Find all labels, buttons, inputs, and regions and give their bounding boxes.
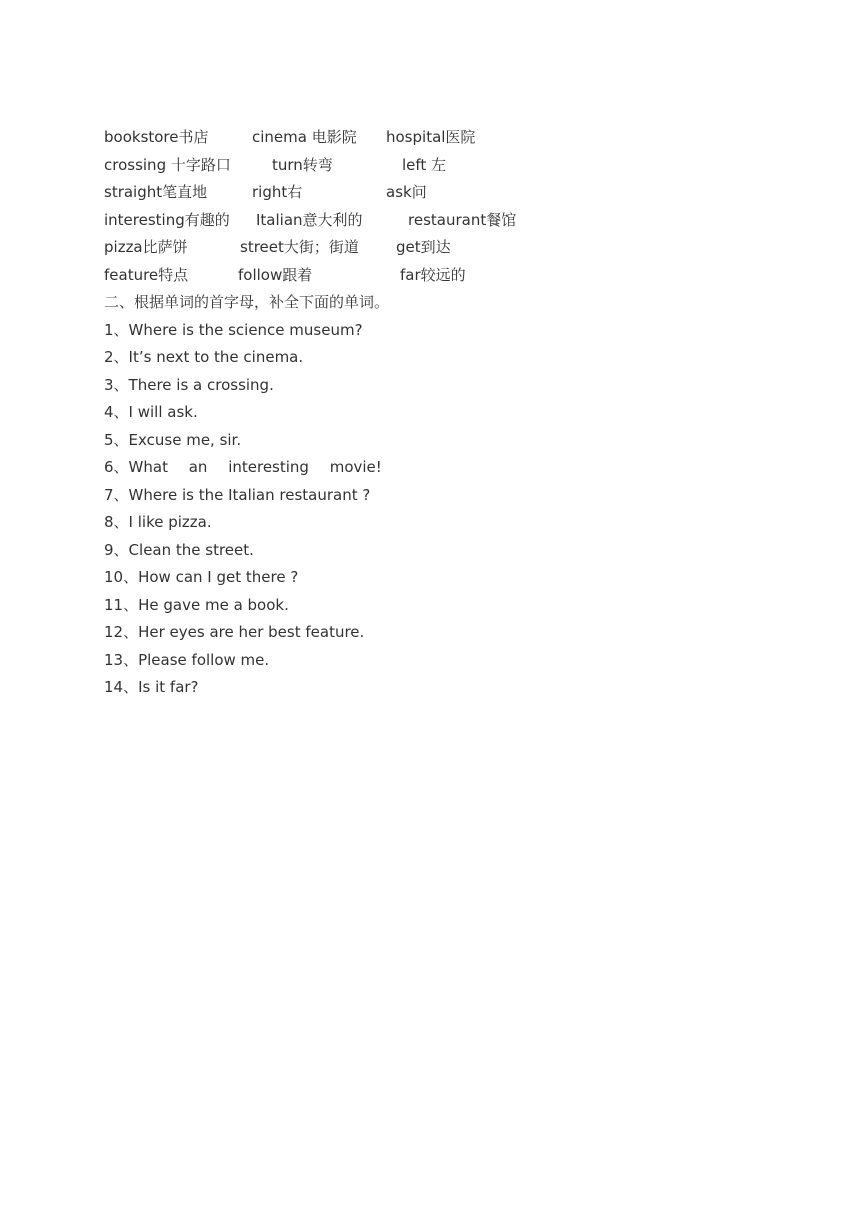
vocab-entry: pizza比萨饼 [104, 238, 188, 256]
document-content [104, 124, 804, 702]
item-number: 9、 [104, 540, 129, 559]
vocab-row [104, 179, 804, 207]
vocab-entry: turn转弯 [272, 155, 333, 174]
item-number: 8、 [104, 513, 129, 531]
vocab-entry: restaurant餐馆 [408, 210, 517, 229]
vocab-row [104, 152, 804, 180]
item-number: 14、 [104, 678, 139, 696]
item-number: 13、 [104, 650, 139, 669]
vocab-entry: hospital医院 [386, 128, 476, 146]
sentence-text: Please follow me. [138, 650, 270, 669]
sentence-text: Is it far? [138, 678, 199, 696]
sentence-text: Where is the science museum? [128, 320, 363, 339]
item-number: 11、 [104, 595, 139, 614]
vocab-entry: cinema 电影院 [252, 128, 357, 146]
vocab-entry: straight笔直地 [104, 183, 208, 201]
sentence-item [104, 344, 804, 372]
vocab-row [104, 234, 804, 262]
vocab-entry: far较远的 [400, 265, 466, 284]
sentence-item [104, 372, 804, 400]
item-number: 12、 [104, 623, 139, 641]
sentence-item [104, 399, 804, 427]
vocab-row [104, 207, 804, 235]
sentence-item [104, 592, 804, 620]
sentence-text: I will ask. [128, 403, 198, 421]
vocab-entry: left 左 [402, 155, 447, 174]
vocab-entry: crossing 十字路口 [104, 155, 231, 174]
sentence-text: What an interesting movie! [128, 458, 382, 476]
sentence-item [104, 564, 804, 592]
sentence-item [104, 647, 804, 675]
item-number: 1、 [104, 320, 129, 339]
vocab-entry: ask问 [386, 183, 427, 201]
sentence-text: Clean the street. [128, 540, 254, 559]
sentence-text: How can I get there ? [138, 568, 299, 586]
sentence-text: I like pizza. [128, 513, 212, 531]
section-heading: 二、根据单词的首字母，补全下面的单词。 [104, 293, 390, 311]
vocab-entry: follow跟着 [238, 265, 313, 284]
sentence-item [104, 317, 804, 345]
item-number: 7、 [104, 485, 129, 504]
sentence-text: Excuse me, sir. [128, 430, 242, 449]
sentence-item [104, 537, 804, 565]
sentence-item [104, 454, 804, 482]
sentence-text: He gave me a book. [138, 595, 289, 614]
sentence-text: Where is the Italian restaurant ? [128, 485, 371, 504]
vocab-entry: feature特点 [104, 265, 189, 284]
vocab-entry: street大街；街道 [240, 238, 359, 256]
item-number: 4、 [104, 403, 129, 421]
vocab-row [104, 124, 804, 152]
vocab-entry: get到达 [396, 238, 451, 256]
sentence-item [104, 482, 804, 510]
sentence-item [104, 509, 804, 537]
item-number: 3、 [104, 375, 129, 394]
item-number: 6、 [104, 458, 129, 476]
sentence-text: It’s next to the cinema. [128, 348, 304, 366]
sentence-item [104, 674, 804, 702]
vocab-entry: bookstore书店 [104, 128, 209, 146]
vocab-entry: interesting有趣的 [104, 210, 230, 229]
vocab-entry: right右 [252, 183, 303, 201]
item-number: 5、 [104, 430, 129, 449]
vocab-entry: Italian意大利的 [256, 210, 363, 229]
item-number: 10、 [104, 568, 139, 586]
sentence-text: Her eyes are her best feature. [138, 623, 365, 641]
sentence-item [104, 619, 804, 647]
sentence-item [104, 427, 804, 455]
vocab-row [104, 262, 804, 290]
sentence-text: There is a crossing. [128, 375, 274, 394]
item-number: 2、 [104, 348, 129, 366]
